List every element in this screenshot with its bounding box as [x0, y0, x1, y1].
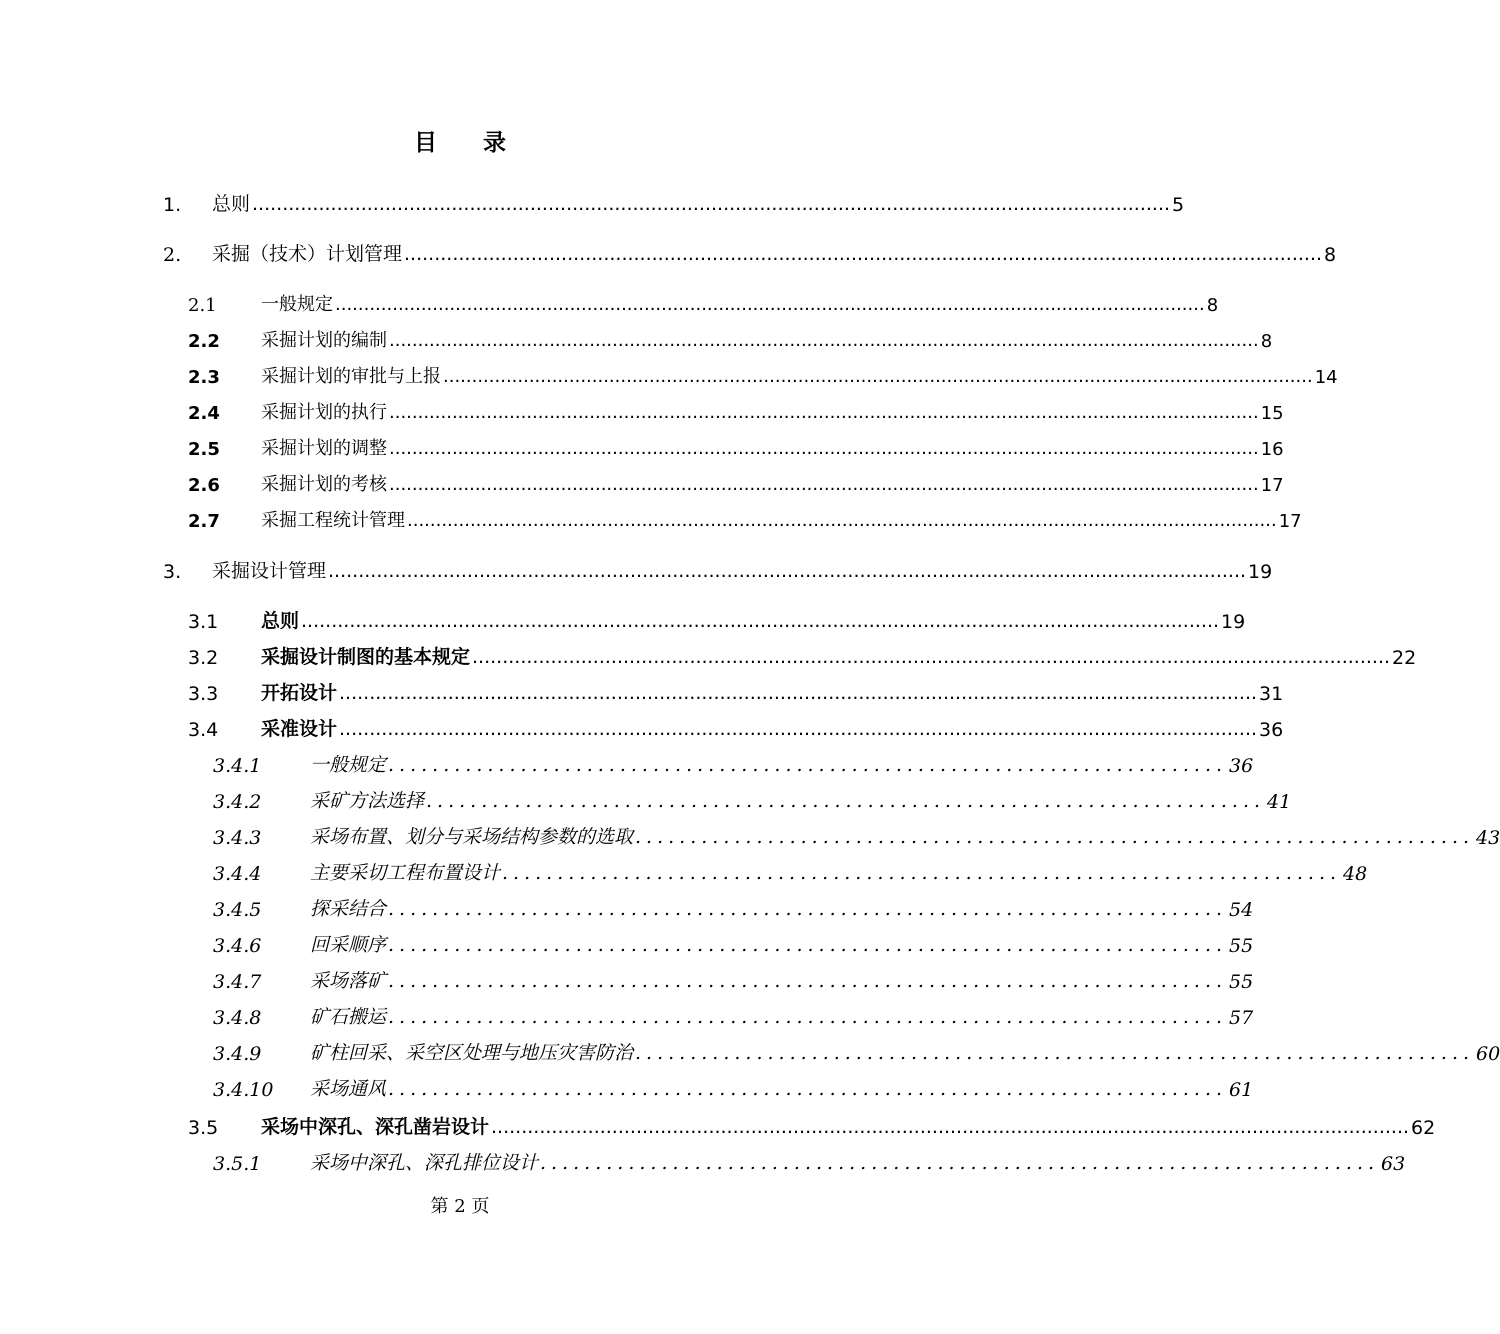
- toc-leader: ........................................................................................................................................................: [389, 474, 1259, 495]
- toc-page-number: 31: [1259, 683, 1284, 705]
- toc-number: 2.: [163, 244, 182, 266]
- toc-number: 2.7: [188, 511, 220, 532]
- toc-entry[interactable]: [188, 362, 1338, 388]
- toc-title: 回采顺序: [310, 934, 387, 956]
- toc-leader: ............................................................................: [388, 1006, 1228, 1028]
- toc-entry[interactable]: [188, 643, 1417, 669]
- toc-number: 2.6: [188, 475, 220, 496]
- toc-entry[interactable]: [188, 715, 1284, 741]
- toc-page-number: 36: [1229, 755, 1254, 777]
- toc-leader: ........................................................................................................................................................: [443, 366, 1313, 387]
- toc-page-number: 54: [1229, 899, 1254, 921]
- toc-title: 采场布置、划分与采场结构参数的选取: [310, 826, 634, 848]
- toc-number: 1.: [163, 194, 182, 216]
- toc-title: 采掘设计制图的基本规定: [261, 646, 471, 668]
- toc-leader: ............................................................................: [388, 898, 1228, 920]
- toc-page-number: 61: [1229, 1079, 1254, 1101]
- toc-entry[interactable]: [213, 931, 1254, 957]
- toc-number: 3.4.1: [213, 755, 262, 777]
- toc-number: 3.5: [188, 1117, 219, 1139]
- toc-entry[interactable]: [213, 895, 1254, 921]
- toc-page-number: 55: [1229, 935, 1254, 957]
- toc-title: 采掘计划的编制: [261, 330, 387, 351]
- toc-number: 2.3: [188, 367, 220, 388]
- toc-title: 采场中深孔、深孔凿岩设计: [261, 1116, 490, 1138]
- toc-leader: ............................................................................: [388, 754, 1228, 776]
- toc-leader: ........................................................................................................................................................: [407, 510, 1277, 531]
- toc-entry[interactable]: [163, 190, 1185, 216]
- page-title: 目 录: [414, 129, 506, 156]
- toc-leader: ............................................................................: [540, 1152, 1380, 1174]
- toc-entry[interactable]: [188, 326, 1273, 352]
- toc-leader: ........................................................................................................................................................: [389, 402, 1259, 423]
- toc-entry[interactable]: [213, 1003, 1254, 1029]
- toc-title: 采场通风: [310, 1078, 387, 1100]
- toc-title: 采掘计划的审批与上报: [261, 366, 441, 387]
- toc-leader: ........................................................................................................................................................: [301, 610, 1220, 632]
- toc-leader: ........................................................................................................................................................: [339, 682, 1258, 704]
- toc-title: 总则: [212, 193, 251, 215]
- toc-entry[interactable]: [188, 290, 1219, 316]
- toc-entry[interactable]: [163, 557, 1273, 583]
- toc-page-number: 17: [1278, 511, 1302, 532]
- toc-title: 一般规定: [261, 294, 333, 315]
- toc-number: 2.1: [188, 295, 217, 316]
- toc-title: 矿柱回采、采空区处理与地压灾害防治: [310, 1042, 634, 1064]
- toc-page-number: 15: [1260, 403, 1284, 424]
- toc-leader: ............................................................................: [635, 1042, 1475, 1064]
- toc-title: 采掘计划的执行: [261, 402, 387, 423]
- toc-title: 探采结合: [310, 898, 387, 920]
- toc-page-number: 41: [1267, 791, 1292, 813]
- toc-entry[interactable]: [188, 434, 1284, 460]
- toc-number: 3.4.9: [213, 1043, 262, 1065]
- toc-title: 采掘工程统计管理: [261, 510, 405, 531]
- toc-entry[interactable]: [213, 751, 1254, 777]
- toc-leader: ............................................................................: [426, 790, 1266, 812]
- toc-title: 采掘计划的考核: [261, 474, 387, 495]
- toc-number: 3.4.6: [213, 935, 262, 957]
- toc-page-number: 17: [1260, 475, 1284, 496]
- toc-number: 2.5: [188, 439, 220, 460]
- toc-page-number: 14: [1314, 367, 1338, 388]
- toc-entry[interactable]: [213, 1149, 1406, 1175]
- toc-title: 采掘（技术）计划管理: [212, 243, 403, 265]
- toc-number: 3.4.7: [213, 971, 262, 993]
- toc-page-number: 22: [1392, 647, 1417, 669]
- toc-title: 采掘设计管理: [212, 560, 327, 582]
- toc-entry[interactable]: [188, 506, 1302, 532]
- toc-number: 3.4.5: [213, 899, 262, 921]
- toc-number: 3.5.1: [213, 1153, 262, 1175]
- toc-entry[interactable]: [188, 607, 1246, 633]
- toc-leader: ............................................................................: [388, 1078, 1228, 1100]
- toc-number: 3.3: [188, 683, 219, 705]
- toc-page-number: 55: [1229, 971, 1254, 993]
- toc-number: 3.1: [188, 611, 219, 633]
- toc-title: 采场中深孔、深孔排位设计: [310, 1152, 539, 1174]
- toc-leader: ............................................................................: [635, 826, 1475, 848]
- toc-page-number: 16: [1260, 439, 1284, 460]
- toc-page-number: 43: [1476, 827, 1500, 849]
- toc-title: 总则: [261, 610, 300, 632]
- toc-entry[interactable]: [188, 1113, 1436, 1139]
- toc-leader: ........................................................................................................................................................: [472, 646, 1391, 668]
- toc-page-number: 62: [1411, 1117, 1436, 1139]
- toc-number: 3.4.2: [213, 791, 262, 813]
- toc-page-number: 8: [1324, 244, 1337, 266]
- toc-number: 3.4.8: [213, 1007, 262, 1029]
- toc-page-number: 8: [1206, 295, 1219, 316]
- toc-entry[interactable]: [213, 859, 1368, 885]
- toc-title: 矿石搬运: [310, 1006, 387, 1028]
- toc-number: 3.4.10: [213, 1079, 274, 1101]
- toc-leader: ........................................................................................................................................................: [491, 1116, 1410, 1138]
- toc-number: 3.4.4: [213, 863, 262, 885]
- toc-leader: ........................................................................................................................................................: [389, 438, 1259, 459]
- toc-page-number: 19: [1221, 611, 1246, 633]
- toc-page-number: 48: [1343, 863, 1368, 885]
- toc-entry[interactable]: [213, 967, 1254, 993]
- toc-entry[interactable]: [213, 787, 1292, 813]
- toc-title: 采矿方法选择: [310, 790, 425, 812]
- toc-number: 3.4: [188, 719, 219, 741]
- toc-page-number: 57: [1229, 1007, 1254, 1029]
- toc-leader: ........................................................................................................................................................: [404, 243, 1323, 265]
- toc-leader: ........................................................................................................................................................: [389, 330, 1259, 351]
- toc-page-number: 19: [1248, 561, 1273, 583]
- toc-title: 采准设计: [261, 718, 338, 740]
- toc-leader: ........................................................................................................................................................: [339, 718, 1258, 740]
- toc-page-number: 36: [1259, 719, 1284, 741]
- toc-entry[interactable]: [163, 240, 1337, 266]
- toc-number: 3.2: [188, 647, 219, 669]
- toc-title: 开拓设计: [261, 682, 338, 704]
- toc-entry[interactable]: [188, 470, 1284, 496]
- toc-entry[interactable]: [213, 1039, 1500, 1065]
- toc-title: 一般规定: [310, 754, 387, 776]
- toc-entry[interactable]: [188, 679, 1284, 705]
- toc-title: 采场落矿: [310, 970, 387, 992]
- toc-number: 2.4: [188, 403, 220, 424]
- toc-page-number: 8: [1260, 331, 1273, 352]
- toc-entry[interactable]: [213, 1075, 1254, 1101]
- toc-page-number: 63: [1381, 1153, 1406, 1175]
- toc-page-number: 5: [1172, 194, 1185, 216]
- page-footer-number: 第 2 页: [430, 1196, 490, 1217]
- toc-page-number: 60: [1476, 1043, 1500, 1065]
- toc-number: 3.4.3: [213, 827, 262, 849]
- toc-leader: ............................................................................: [502, 862, 1342, 884]
- toc-leader: ............................................................................: [388, 934, 1228, 956]
- toc-number: 2.2: [188, 331, 220, 352]
- toc-title: 主要采切工程布置设计: [310, 862, 501, 884]
- toc-leader: ........................................................................................................................................................: [335, 294, 1205, 315]
- toc-entry[interactable]: [188, 398, 1284, 424]
- toc-number: 3.: [163, 561, 182, 583]
- toc-leader: ............................................................................: [388, 970, 1228, 992]
- toc-leader: ........................................................................................................................................................: [328, 560, 1247, 582]
- toc-leader: ........................................................................................................................................................: [252, 193, 1171, 215]
- toc-title: 采掘计划的调整: [261, 438, 387, 459]
- toc-entry[interactable]: [213, 823, 1500, 849]
